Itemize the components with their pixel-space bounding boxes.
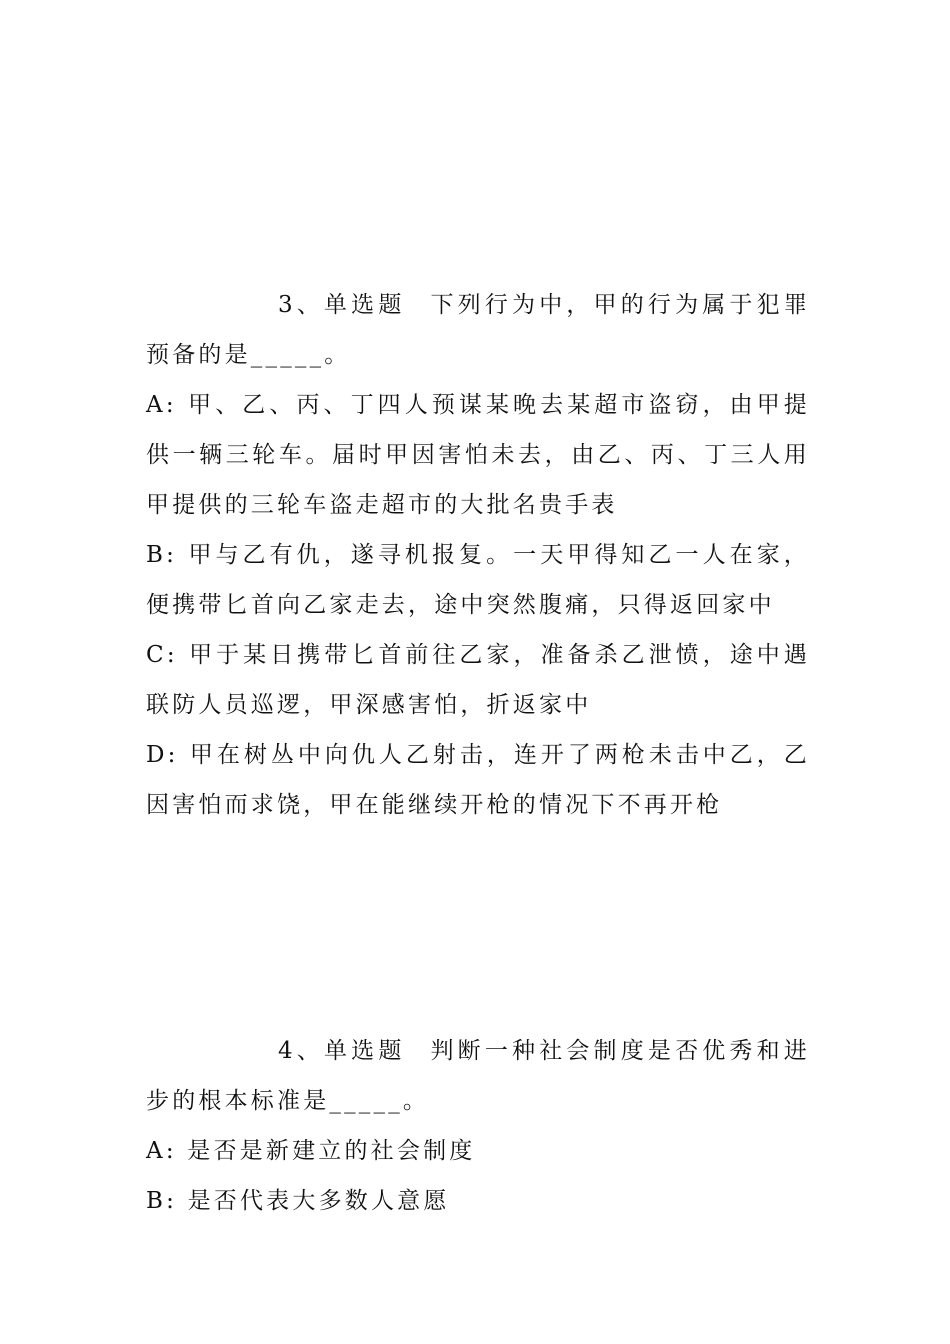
question-stem (146, 280, 810, 380)
option-label: D (146, 742, 168, 768)
option-separator: : (166, 1188, 188, 1214)
question-4 (146, 1026, 810, 1226)
option-a (146, 380, 810, 530)
option-b (146, 1176, 810, 1226)
option-b (146, 530, 810, 630)
option-c (146, 630, 810, 730)
option-separator: : (166, 642, 190, 668)
option-text: 甲于某日携带匕首前往乙家，准备杀乙泄愤，途中遇联防人员巡逻，甲深感害怕，折返家中 (146, 642, 810, 718)
option-label: B (146, 1188, 167, 1214)
option-separator: : (165, 392, 189, 418)
option-label: B (146, 542, 167, 568)
option-separator: : (166, 542, 189, 568)
option-text: 是否是新建立的社会制度 (187, 1138, 476, 1164)
option-separator: : (165, 1138, 188, 1164)
option-a (146, 1126, 810, 1176)
option-text: 是否代表大多数人意愿 (187, 1188, 450, 1214)
question-number: 4、单选题 (278, 1038, 406, 1064)
question-number: 3、单选题 (278, 292, 406, 318)
question-stem (146, 1026, 810, 1126)
question-text: 判断一种社会制度是否优秀和进步的根本标准是_____。 (146, 1038, 810, 1114)
option-label: C (146, 642, 167, 668)
option-d (146, 730, 810, 830)
option-text: 甲、乙、丙、丁四人预谋某晚去某超市盗窃，由甲提供一辆三轮车。届时甲因害怕未去，由乙、丙、丁三人用甲提供的三轮车盗走超市的大批名贵手表 (146, 392, 810, 518)
option-text: 甲在树丛中向仇人乙射击，连开了两枪未击中乙，乙因害怕而求饶，甲在能继续开枪的情况下不再开枪 (146, 742, 810, 818)
option-separator: : (167, 742, 190, 768)
option-label: A (146, 1138, 166, 1164)
question-3 (146, 280, 810, 830)
option-text: 甲与乙有仇，遂寻机报复。一天甲得知乙一人在家，便携带匕首向乙家走去，途中突然腹痛，只得返回家中 (146, 542, 810, 618)
option-label: A (146, 392, 166, 418)
question-text: 下列行为中，甲的行为属于犯罪预备的是_____。 (146, 292, 810, 368)
